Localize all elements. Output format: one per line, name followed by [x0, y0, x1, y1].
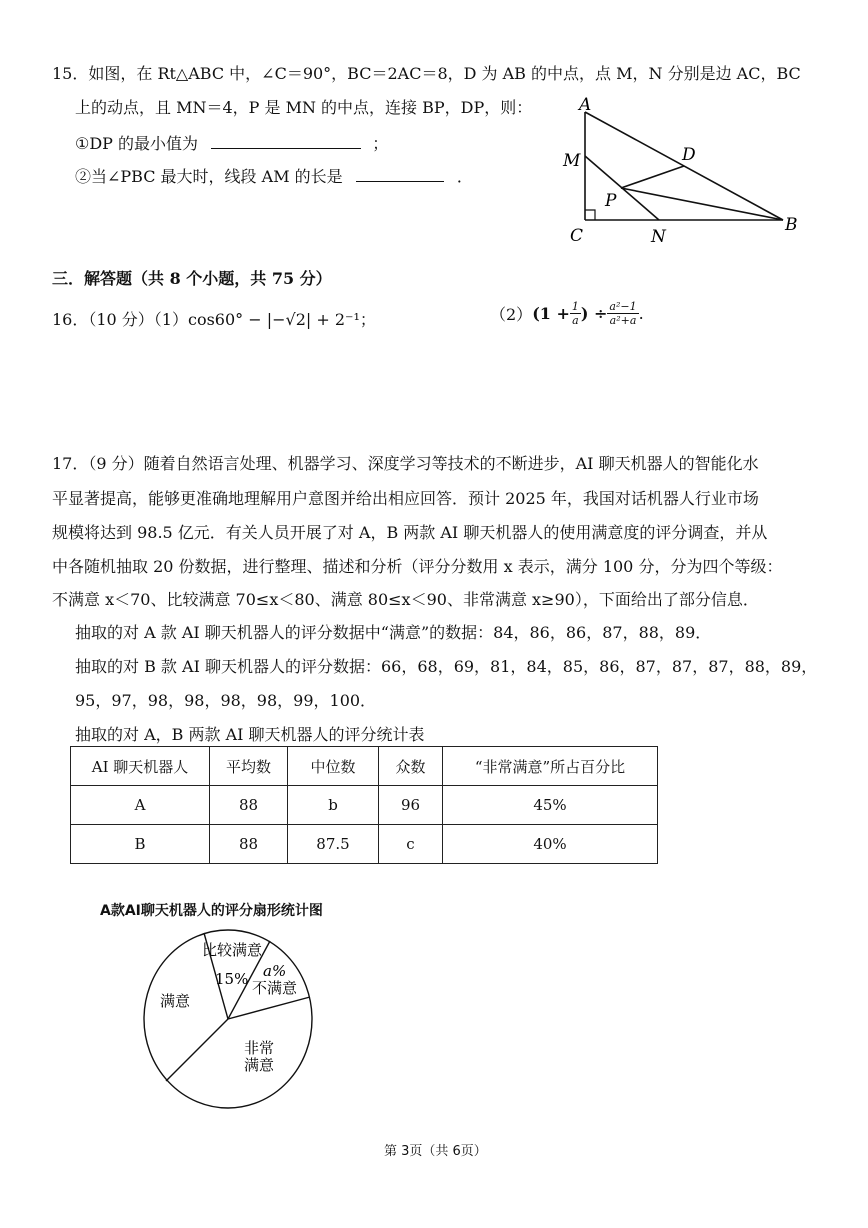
table-cell: c	[379, 825, 443, 864]
pie-title: A款AI聊天机器人的评分扇形统计图	[100, 903, 323, 919]
q15-item2	[75, 164, 473, 187]
geometry-figure	[555, 90, 815, 250]
table-cell: B	[71, 825, 210, 864]
fraction-2	[607, 300, 638, 327]
label-P: P	[605, 191, 617, 211]
label-unsatisfied: 不满意	[252, 979, 298, 997]
table-cell: 96	[379, 786, 443, 825]
label-N: N	[651, 227, 666, 247]
label-comparatively: 比较满意	[202, 941, 263, 959]
q17-line-6: 抽取的对 A 款 AI 聊天机器人的评分数据中“满意”的数据：84，86，86，87，88，89．	[75, 623, 712, 642]
q15-item1-end: ；	[372, 134, 389, 153]
q17-line-8: 95，97，98，98，98，98，99，100．	[75, 691, 377, 710]
right-angle-mark	[585, 210, 595, 220]
q16-part2-prefix: （2）	[490, 305, 533, 324]
fraction-2-num: a²−1	[609, 300, 637, 313]
q16-divide: ) ÷	[580, 304, 608, 323]
table-cell: 40%	[443, 825, 658, 864]
q15-line1: 15．如图，在 Rt△ABC 中，∠C＝90°，BC＝2AC＝8，D 为 AB 的中点，点 M，N 分别是边 AC，BC	[52, 64, 801, 83]
table-header: “非常满意”所占百分比	[443, 747, 658, 786]
label-satisfied: 满意	[160, 992, 191, 1010]
table-row	[71, 786, 658, 825]
section-heading: 三．解答题（共 8 个小题，共 75 分）	[52, 269, 332, 288]
table-cell: A	[71, 786, 210, 825]
q17-table-caption: 抽取的对 A，B 两款 AI 聊天机器人的评分统计表	[75, 725, 425, 744]
label-C: C	[570, 226, 584, 246]
q17-line-4: 中各随机抽取 20 份数据，进行整理、描述和分析（评分分数用 x 表示，满分 100 分，分为四个等级：	[52, 557, 783, 576]
stats-table	[70, 746, 658, 864]
q15-line2: 上的动点，且 MN＝4，P 是 MN 的中点，连接 BP，DP，则：	[75, 98, 533, 117]
answer-blank-1[interactable]	[211, 134, 361, 149]
sector-line-4	[166, 1019, 228, 1081]
label-D: D	[682, 145, 696, 165]
table-header: 众数	[379, 747, 443, 786]
table-header: 中位数	[288, 747, 379, 786]
table-header: AI 聊天机器人	[71, 747, 210, 786]
page-footer: 第 3页（共 6页）	[384, 1144, 487, 1159]
table-cell: 87.5	[288, 825, 379, 864]
label-B: B	[785, 215, 798, 235]
table-cell: 45%	[443, 786, 658, 825]
fraction-1	[570, 300, 581, 327]
q16-part1: 16．（10 分）（1）cos60° − |−√2| + 2⁻¹；	[52, 310, 376, 329]
label-very-line1: 非常	[244, 1039, 275, 1057]
table-cell: 88	[210, 825, 288, 864]
fraction-2-den: a²+a	[609, 314, 637, 327]
sector-line-3	[228, 997, 310, 1019]
segment-PB	[621, 188, 783, 220]
q16-paren-open: (1 +	[532, 304, 570, 323]
table-cell: b	[288, 786, 379, 825]
label-unsatisfied-pct: a%	[263, 962, 287, 980]
label-M: M	[563, 151, 581, 171]
q17-line-7: 抽取的对 B 款 AI 聊天机器人的评分数据：66，68，69，81，84，85，86，87，87，87，88，89，	[75, 657, 818, 676]
q17-line-2: 平显著提高，能够更准确地理解用户意图并给出相应回答．预计 2025 年，我国对话机器人行业市场	[52, 489, 759, 508]
table-header-row	[71, 747, 658, 786]
q16-end: .	[638, 304, 644, 323]
q17-line-5: 不满意 x＜70、比较满意 70≤x＜80、满意 80≤x＜90、非常满意 x≥90），下面给出了部分信息．	[52, 590, 759, 609]
q17-line-1: 17．（9 分）随着自然语言处理、机器学习、深度学习等技术的不断进步，AI 聊天机器人的智能化水	[52, 454, 759, 473]
table-row	[71, 825, 658, 864]
q17-line-3: 规模将达到 98.5 亿元．有关人员开展了对 A，B 两款 AI 聊天机器人的使用满意度的评分调查，并从	[52, 523, 768, 542]
answer-blank-2[interactable]	[356, 167, 444, 182]
q15-item2-end: ．	[456, 167, 473, 186]
fraction-1-den: a	[572, 314, 579, 327]
table-header: 平均数	[210, 747, 288, 786]
table-cell: 88	[210, 786, 288, 825]
q15-item1-text: ①DP 的最小值为	[75, 134, 199, 153]
q16-part2	[490, 300, 644, 327]
label-very-line2: 满意	[244, 1056, 275, 1074]
fraction-1-num: 1	[571, 300, 579, 313]
label-A: A	[579, 95, 592, 115]
label-comparatively-pct: 15%	[215, 970, 249, 988]
q15-item1	[75, 131, 388, 154]
segment-PD	[621, 166, 684, 188]
pie-chart	[130, 925, 330, 1115]
q15-item2-text: ②当∠PBC 最大时，线段 AM 的长是	[75, 167, 343, 186]
